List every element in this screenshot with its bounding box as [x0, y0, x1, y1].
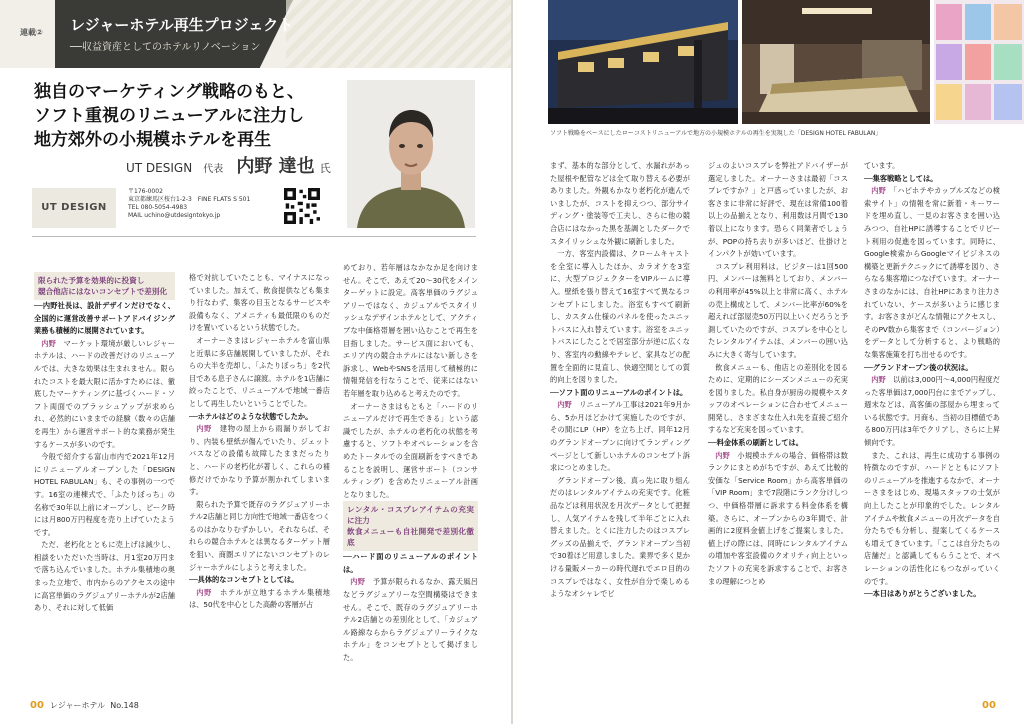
- body-paragraph: グランドオープン後、真っ先に取り組んだのはレンタルアイテムの充実です。化粧品などは利用状況を月次データとして把握し、人気アイテムを残して半年ごとに入れ替えました。とくに注力したのはコスプレグッズの品揃えで、グランドオープン当初で30着ほど用意しました。業界で多く見かける量販メーカーの時代遅れでエロ目的のコスプレではなく、女性が自分で楽しめるようなオシャレでビ: [550, 475, 690, 599]
- body-paragraph: ただ、老朽化とともに売上げは減少し、相談をいただいた当時は、月1室20万円まで落ち込んでいました。ホテル集積地の奥まった立地で、市内からのアクセスの途中に高宮単価のラグジュアリーホテルが2店舗あり、それに対して低価: [34, 540, 175, 613]
- body-paragraph: 飲食メニューも、他店との差別化を図るために、定期的にシーズンメニューの充実を図りました。私自身が厨房の規模やスタッフのオペレーションに合わせてメニュー開発し、さまざまな仕入れ先を直接ご紹介するなど充実を図っています。: [708, 362, 848, 435]
- company-address: [128, 188, 250, 220]
- body-paragraph: 一方、客室内設備は、クロームキャストを全室に導入したほか、カラオケを3室に、大型プロジェクターをVIPルームに導入。壁紙を張り替えて16室すべて異なるコンセプトにしました。浴室もすべて刷新し、カスタム仕様のパネルを使ったユニットバスに入れ替えています。浴室をユニットバスにしたことで居室部分が逆に広くなり、客室内の動線やテレビ、家具などの配置を全面的に見直し、快適空間としての質的向上を図りました。: [550, 249, 690, 385]
- photo-caption: ソフト戦略をベースにしたローコストリニューアルで地方の小規模ホテルの再生を実現した「DESIGN HOTEL FABULAN」: [550, 130, 882, 137]
- magazine-name: レジャーホテル: [49, 701, 106, 710]
- interview-answer: [34, 338, 175, 451]
- interview-answer: [864, 374, 1000, 450]
- page-number: 00: [30, 700, 44, 711]
- author-role: 代表: [203, 164, 224, 175]
- section-heading: レンタル・コスプレアイテムの充実に注力 飲食メニューも自社開発で差別化徹底: [343, 501, 478, 551]
- speaker-name: 内野: [557, 400, 572, 410]
- author-company: UT DESIGN: [126, 161, 193, 175]
- interview-answer: [343, 576, 478, 664]
- body-paragraph: オーナーさまはもともと「ハードのリニューアルだけで再生できる」という認識でしたが、ホテルの老朽化の状態を考慮すると、ソフトやオペレーションを含めたトータルでの全面刷新をすべきであることを説明し、運営サポート（コンサルティング）を含めたリニューアル計画となりました。: [343, 401, 478, 499]
- address-line: TEL 080-5054-4983: [128, 204, 188, 211]
- speaker-name: 内野: [715, 450, 731, 460]
- interview-answer: [189, 587, 330, 612]
- body-paragraph: まず、基本的な部分として、水漏れがあった屋根や配管などは全て取り替える必要がありました。外観もかなり老朽化が進んでいましたが、コストを抑えつつ、部分サイディング・塗装等で工夫し、さらに他の競合店にはなかった黒を基調としたダークでスタイリッシュな外観に刷新しました。: [550, 161, 690, 246]
- headline: [34, 80, 334, 152]
- answer-text: 予算が限られるなか、露天風呂などラグジュアリーな空間構築はできません。そこで、既存のラグジュアリーホテル2店舗との差別化として、「カジュアル路線ならからラグジュアリーライクなホテル」をコンセプトとして掲げました。: [343, 577, 478, 663]
- article-column-6: [864, 160, 1000, 690]
- series-title: レジャーホテル再生プロジェクト: [70, 16, 294, 34]
- cosplay-items-photo: [934, 0, 1024, 124]
- page-number: 00: [982, 700, 996, 711]
- divider: [32, 236, 476, 237]
- interview-answer: [189, 423, 330, 499]
- interview-question: ──集客戦略としては。: [864, 173, 938, 183]
- body-paragraph: 限られた予算で既存のラグジュアリーホテル2店舗と同じ方向性で地域一番店をつくるのはかなりむずかしい。それならば、それらの競合ホテルとは異なるターゲット層を狙い、商圏エリアにないコンセプトのレジャーホテルにしようと考えました。: [189, 499, 330, 572]
- author-suffix: 氏: [319, 162, 331, 175]
- answer-text: ホテルが立地するホテル集積地は、50代を中心とした高齢の客層が占: [189, 587, 330, 610]
- left-folio: [30, 700, 139, 711]
- interview-question: ──料金体系の刷新としては。: [708, 438, 803, 448]
- speaker-name: 内野: [196, 587, 213, 597]
- interview-answer: [708, 450, 848, 589]
- answer-text: 小規模ホテルの場合、価格帯は数ランクにまとめがちですが、あえて比較的安価な「Service Room」から高客単価の「VIP Room」まで7段階にランク分けしつつ、中価格帯層に訴求する料金体系を構築。さらに、オープンからの3年間で、計画的に2度料金値上げをご提案しました。値上げの際には、同時にレンタルアイテムの増加や客室設備のクオリティ向上といったソフトの充実を訴求することで、お客さまの理解につとめ: [708, 450, 848, 586]
- interview-question: ──ソフト面のリニューアルのポイントは。: [550, 387, 688, 397]
- article-column-2: [189, 272, 330, 690]
- series-subtitle: ──収益資産としてのホテルリノベーション: [70, 42, 261, 53]
- address-line: 東京都練馬区桜台1-2-3 FINE FLATS S 501: [128, 196, 251, 203]
- answer-text: 以前は3,000円〜4,000円程度だった客単価は7,000円台にまでアップし、週末などは、高客価の部屋から埋まっている状態です。月商も、当初の目標値である800万円は3年でクリアし、さらに上昇傾向です。: [864, 375, 1000, 448]
- company-logo: UT DESIGN: [32, 188, 116, 228]
- interview-question: ──グランドオープン後の状況は。: [864, 362, 973, 372]
- author-line: [126, 152, 331, 178]
- body-paragraph: ジュのよいコスプレを弊社アドバイザーが選定しました。オーナーさまは最初「コスプレですか？」と戸惑っていましたが、お客さまに非常に好評で、現在は常備100着以上の品揃えとなり、利用数は月間で130着以上になります。恐らく同業者でしょうが、POPの持ち去りが多いほど、仕掛けとインパクトが効いています。: [708, 161, 848, 259]
- interview-question: ──ホテルはどのような状態でしたか。: [189, 411, 313, 421]
- answer-text: マーケット環境が厳しいレジャーホテルは、ハードの改善だけのリニューアルでは、大きな効果は生まれません。限られたコストを最大限に活かすためには、徹底したマーケティングに基づくハード・ソフト両面でのブラッシュアップが求められ、必然的にいままでの経験（数々の店舗を再生）から運営サポート的な業務が発生するケースが多いのです。: [34, 338, 175, 449]
- body-paragraph: めており、若年層はなかなか足を向けません。そこで、あえて20〜30代をメインターゲットに設定。高客単価のラグジュアリーではなく、カジュアルでスタイリッシュなデザインホテルとして、アクティブな中価格帯層を囲い込むことで再生を目指しました。サービス面においても、エリア内の競合ホテルにはない新しさを訴求し、WebやSNSを活用して積極的に情報発信を行なうことで、従来にはない若年層を取り込めると考えたのです。: [343, 263, 478, 398]
- headline-line: 地方郊外の小規模ホテルを再生: [34, 130, 272, 150]
- interview-answer: [864, 185, 1000, 361]
- body-paragraph: オーナーさまはレジャーホテルを富山県と近県に多店舗展開していましたが、それらの大半を売却し、「ふたりぼっち」を2代目である息子さんに譲渡。ホテルを1店舗に絞ったことで、リニューアルで地域一番店として再生したいということでした。: [189, 335, 330, 408]
- body-paragraph: ています。: [864, 161, 900, 170]
- headline-line: 独自のマーケティング戦略のもと、: [34, 82, 304, 102]
- issue-number: No.148: [110, 701, 139, 710]
- article-column-4: [550, 160, 690, 690]
- interview-question: ──ハード面のリニューアルのポイントは。: [343, 552, 478, 574]
- portrait-photo: [347, 80, 475, 228]
- address-line: 〒176-0002: [128, 188, 163, 195]
- interview-question: ──内野社長は、設計デザインだけでなく、全国的に運営改善サポートアドバイジング業務も積極的に展開されています。: [34, 301, 175, 336]
- body-paragraph: 格で対抗していたことも、マイナスになっていました。加えて、飲食提供なども集まり行なわず、集客の目玉となるサービスや設備もなく、アメニティも最低限のものだけを置いているという状態でした。: [189, 273, 330, 333]
- address-line: MAIL uchino@utdesigntokyo.jp: [128, 212, 221, 219]
- company-info: [32, 188, 332, 228]
- series-header: [0, 0, 512, 68]
- speaker-name: 内野: [871, 186, 886, 196]
- interview-answer: [550, 399, 690, 475]
- author-name: 内野 達也: [236, 156, 315, 177]
- right-folio: [982, 700, 1002, 711]
- speaker-name: 内野: [196, 424, 213, 434]
- speaker-name: 内野: [350, 577, 366, 587]
- answer-text: リニューアル工事は2021年9月から、5か月ほどかけて実施したのですが、その間にLP（HP）を立ち上げ、同年12月のグランドオープンに向けてランディングページとして新しいホテルのコンセプト訴求につとめました。: [550, 400, 690, 473]
- interview-question: ──具体的なコンセプトとしては。: [189, 575, 299, 585]
- qr-code-icon: [284, 188, 320, 224]
- interview-question: ──本日はありがとうございました。: [864, 589, 981, 599]
- article-column-1: [34, 272, 175, 690]
- hotel-exterior-photo: [548, 0, 738, 124]
- article-column-5: [708, 160, 848, 690]
- speaker-name: 内野: [41, 338, 57, 348]
- speaker-name: 内野: [871, 375, 886, 385]
- right-page: [512, 0, 1024, 724]
- header-pattern: [286, 0, 512, 68]
- article-column-3: [343, 262, 478, 690]
- answer-text: 「ハピホテやカップルズなどの検索サイト」の情報を常に新着・キーワードを埋め直し、一見のお客さまを囲い込みつつ、自社HPに誘導することでリピート利用の促進を図っています。同時に、Google検索からGoogleマイビジネスの構築と更新テクニックにて誘導を図り、さらなる集客増につなげています。オーナーさまのなかには、自社HPにあまり注力されていない、ケースが多いように感じます。お客さまがどんな情報にアクセスし、そのPV数から集客まで（コンバージョン）をデータとして分析すると、より戦略的な集客施策を打ち出せるのです。: [864, 186, 1000, 359]
- body-paragraph: コスプレ利用料は、ビジターは1回500円、メンバーは無料としており、メンバーの利用率が45%以上と非常に高く、ホテルの売上構成として、メンバー比率が60%を超えれば部屋売50万円以上いくだろうと予測していたのですが、コスプレを中心としたレンタルアイテムは、メンバーの囲い込みに大きく寄与しています。: [708, 261, 848, 359]
- section-heading: 限られた予算を効果的に投資し 競合他店にはないコンセプトで差別化: [34, 272, 175, 300]
- headline-line: ソフト重視のリニューアルに注力し: [34, 106, 305, 126]
- series-tab: 連載②: [20, 28, 43, 37]
- hotel-room-photo: [742, 0, 930, 124]
- body-paragraph: 今般で紹介する富山市内で2021年12月にリニューアルオープンした「DESIGN HOTEL FABULAN」も、その事例の一つです。16室の連棟式で、「ふたりぼっち」の名称で30年以上前にオープンし、ピーク時には月800万円程度を売り上げていたようです。: [34, 452, 175, 537]
- body-paragraph: また、これは、再生に成功する事例の特徴なのですが、ハードとともにソフトのリニューアルを推進するなかで、オーナーさまをはじめ、現場スタッフの士気が向上したことが印象的でした。レンタルアイテムや飲食メニューの月次データを自分たちでも分析し、提案してくるケースも増えてきています。「ここは自分たちの店舗だ」と認識してもらうことで、オペレーションの活性化にもつながっていくのです。: [864, 450, 1000, 586]
- answer-text: 建物の屋上から雨漏りがしており、内装も壁紙が傷んでいたり、ジェットバスなどの設備も故障したままだったりと、ハードの老朽化が著しく、これらの補修だけでかなり予算が割かれてしまいます。: [189, 424, 330, 497]
